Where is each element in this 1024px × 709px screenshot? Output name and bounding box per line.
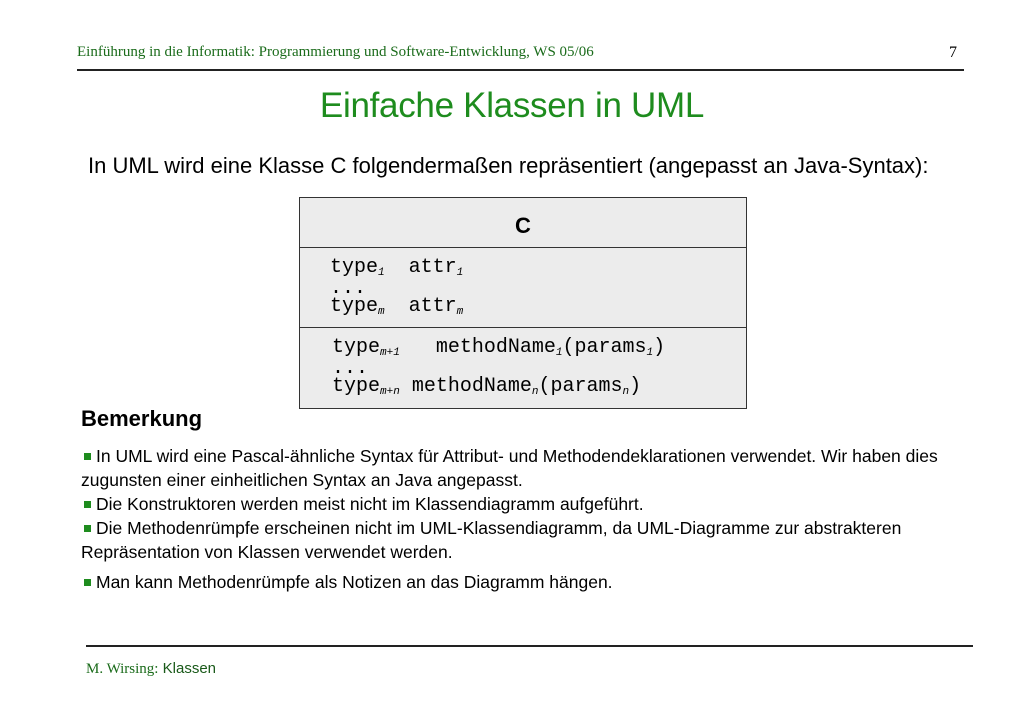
slide-footer [86, 660, 216, 678]
uml-attribute-row: type$_m$ attr$_m$ [330, 295, 464, 318]
remarks-heading: Bemerkung [81, 406, 203, 431]
uml-class-name: C [300, 198, 746, 248]
uml-attribute-ellipsis: ... [330, 277, 367, 300]
uml-method-row: type$_{m+n}$ methodName$_n$(params$_n$) [332, 375, 642, 398]
footer-topic: Klassen [162, 660, 217, 677]
uml-method-row: type$_{m+1}$ methodName$_1$(params$_1$) [332, 336, 666, 359]
list-item: Die Konstruktoren werden meist nicht im Klassendiagramm aufgeführt. [81, 492, 961, 516]
header-divider [77, 69, 964, 71]
uml-methods-section [300, 328, 746, 408]
intro-text: In UML wird eine Klasse C folgendermaßen repräsentiert (angepasst an Java-Syntax): [88, 153, 929, 178]
page-number: 7 [949, 44, 957, 61]
bullet-square-icon [84, 579, 91, 586]
footer-divider [86, 645, 973, 647]
uml-attributes-section [300, 248, 746, 328]
uml-method-ellipsis: ... [332, 357, 369, 380]
bullet-square-icon [84, 525, 91, 532]
bullet-square-icon [84, 501, 91, 508]
uml-attribute-row: type$_1$ attr$_1$ [330, 256, 464, 279]
bullet-square-icon [84, 453, 91, 460]
remarks-list [81, 444, 961, 594]
slide-header [77, 44, 957, 61]
list-item: Die Methodenrümpfe erscheinen nicht im UML-Klassendiagramm, da UML-Diagramme zur abstrakteren Repräsentation von Klassen verwendet werden. [81, 518, 902, 562]
footer-author: M. Wirsing: [86, 661, 159, 677]
slide-title: Einfache Klassen in UML [319, 86, 705, 125]
list-item: Man kann Methodenrümpfe als Notizen an das Diagramm hängen. [81, 570, 961, 594]
course-title: Einführung in die Informatik: Programmierung und Software-Entwicklung, WS 05/06 [77, 44, 594, 60]
list-item: In UML wird eine Pascal-ähnliche Syntax für Attribut- und Methodendeklarationen verwendet. Wir haben dies zugunsten einer einheitlichen Syntax an Java angepasst. [81, 446, 938, 490]
uml-class-diagram [299, 197, 747, 409]
